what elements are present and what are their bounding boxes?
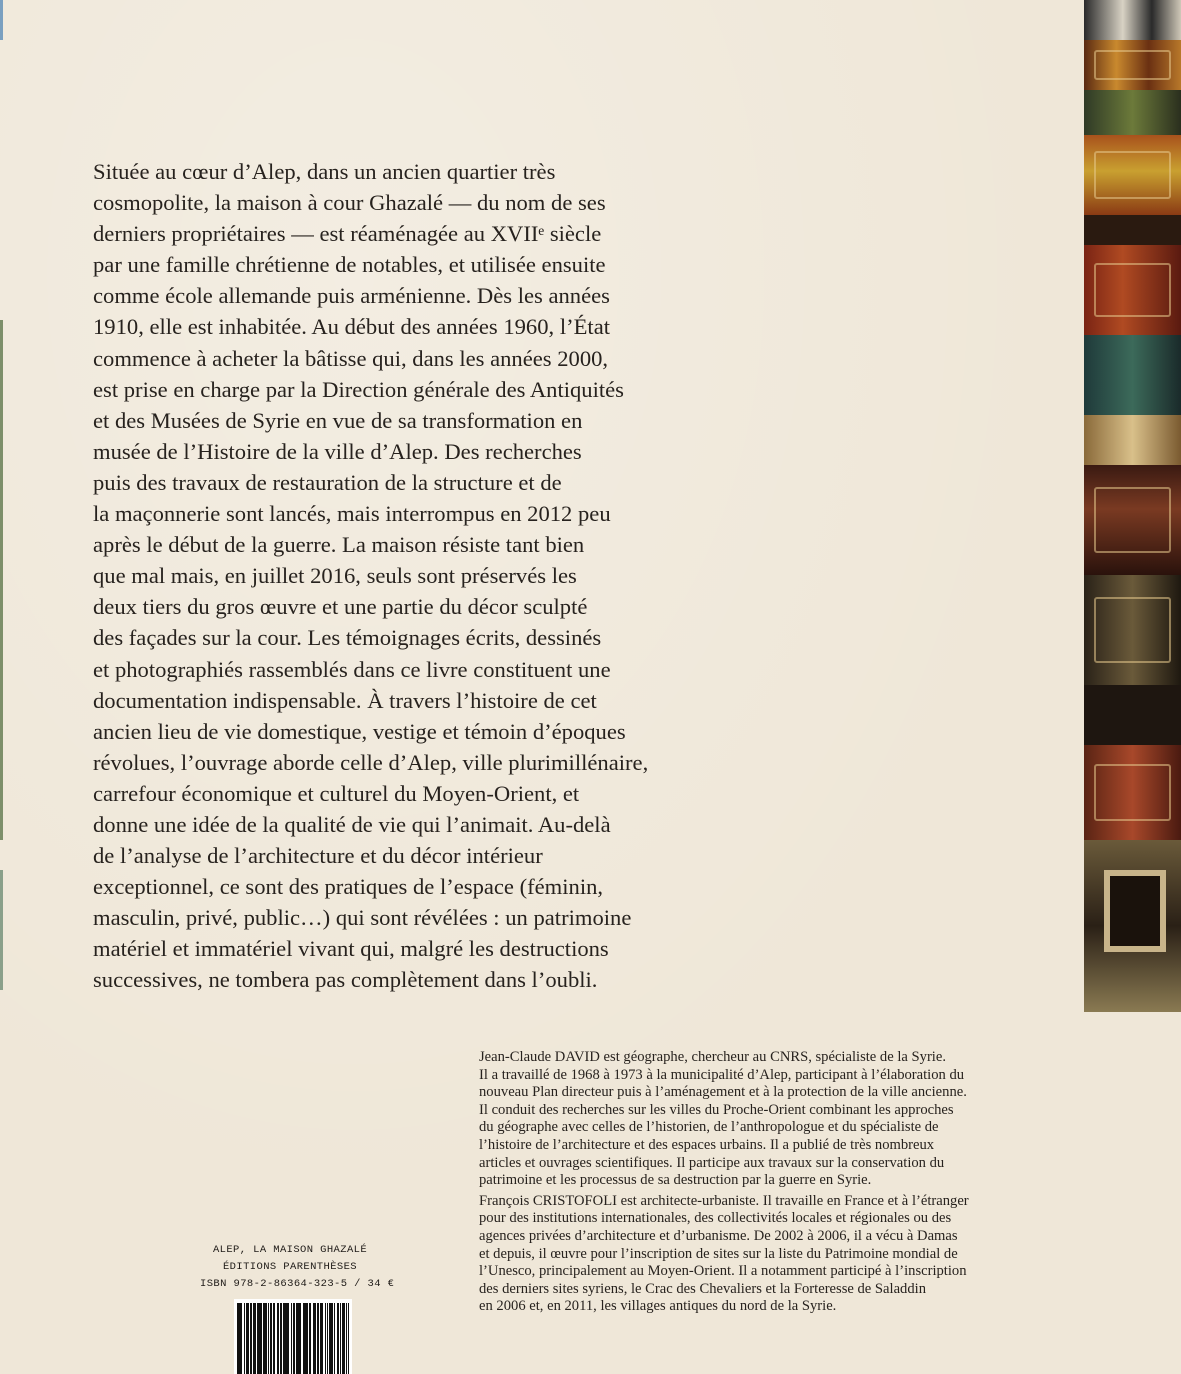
panel-band bbox=[1084, 135, 1181, 215]
description-line: la maçonnerie sont lancés, mais interrompus en 2012 peu bbox=[93, 501, 611, 527]
panel-band bbox=[1084, 575, 1181, 685]
panel-band bbox=[1084, 840, 1181, 1012]
description-line: commence à acheter la bâtisse qui, dans les années 2000, bbox=[93, 345, 609, 371]
description-line: Située au cœur d’Alep, dans un ancien quartier très bbox=[93, 159, 556, 184]
description-line: matériel et immatériel vivant qui, malgré les destructions bbox=[93, 936, 609, 962]
description-line: de l’analyse de l’architecture et du décor intérieur bbox=[93, 843, 543, 869]
bio-line: Il a travaillé de 1968 à 1973 à la municipalité d’Alep, participant à l’élaboration du bbox=[479, 1066, 965, 1083]
bio-line: du géographe avec celles de l’historien, de l’anthropologue et du spécialiste de bbox=[479, 1119, 939, 1136]
description-line: musée de l’Histoire de la ville d’Alep. Des recherches bbox=[93, 438, 582, 464]
description-line: deux tiers du gros œuvre et une partie du décor sculpté bbox=[93, 594, 588, 620]
left-edge-strip bbox=[0, 0, 3, 40]
barcode-bar bbox=[322, 1303, 323, 1374]
barcode-bar bbox=[334, 1303, 335, 1374]
description-line: ancien lieu de vie domestique, vestige et témoin d’époques bbox=[93, 718, 626, 744]
barcode-bar bbox=[248, 1303, 249, 1374]
author-biographies bbox=[479, 1049, 1079, 1316]
barcode-bar bbox=[340, 1303, 341, 1374]
bio-line: agences privées d’architecture et d’urbanisme. De 2002 à 2006, il a vécu à Damas bbox=[479, 1227, 958, 1244]
description-line: carrefour économique et culturel du Moyen-Orient, et bbox=[93, 780, 580, 806]
panel-band bbox=[1084, 415, 1181, 465]
publisher-name: ÉDITIONS PARENTHÈSES bbox=[222, 1261, 358, 1273]
bio-line: pour des institutions internationales, des collectivités locales et régionales ou des bbox=[479, 1210, 952, 1227]
left-edge-strip bbox=[0, 320, 3, 840]
barcode-bar bbox=[266, 1303, 267, 1374]
description-line: 1910, elle est inhabitée. Au début des années 1960, l’État bbox=[93, 314, 611, 340]
description-line: des façades sur la cour. Les témoignages écrits, dessinés bbox=[93, 625, 602, 651]
barcode-bar bbox=[307, 1303, 308, 1374]
panel-band bbox=[1084, 335, 1181, 415]
description-line: exceptionnel, ce sont des pratiques de l’espace (féminin, bbox=[93, 874, 604, 900]
barcode-bar bbox=[327, 1303, 328, 1374]
panel-band bbox=[1084, 685, 1181, 745]
barcode-bar bbox=[260, 1303, 262, 1374]
panel-band bbox=[1084, 215, 1181, 245]
description-line: révolues, l’ouvrage aborde celle d’Alep, ville plurimillénaire, bbox=[93, 749, 649, 775]
panel-band bbox=[1084, 90, 1181, 135]
barcode-bar bbox=[338, 1303, 339, 1374]
colophon bbox=[200, 1242, 395, 1293]
panel-band bbox=[1084, 0, 1181, 40]
description-line: derniers propriétaires — est réaménagée au XVIIᵉ siècle bbox=[93, 221, 602, 247]
description-line: que mal mais, en juillet 2016, seuls sont préservés les bbox=[93, 563, 577, 589]
panel-band bbox=[1084, 245, 1181, 335]
description-line: documentation indispensable. À travers l’histoire de cet bbox=[93, 687, 597, 713]
barcode-bars bbox=[237, 1303, 349, 1374]
bio-line: Jean-Claude DAVID est géographe, chercheur au CNRS, spécialiste de la Syrie. bbox=[479, 1049, 946, 1065]
barcode-bar bbox=[274, 1303, 275, 1374]
description-line: successives, ne tombera pas complètement dans l’oubli. bbox=[93, 967, 598, 993]
bio-francois-cristofoli bbox=[479, 1193, 1079, 1316]
barcode-bar bbox=[270, 1303, 272, 1374]
bio-line: des derniers sites syriens, le Crac des Chevaliers et la Forteresse de Saladdin bbox=[479, 1280, 927, 1297]
description-line: comme école allemande puis arménienne. Dès les années bbox=[93, 283, 610, 309]
barcode-bar bbox=[278, 1303, 279, 1374]
isbn-price: ISBN 978-2-86364-323-5 / 34 € bbox=[200, 1278, 395, 1290]
barcode-bar bbox=[331, 1303, 332, 1374]
description-line: est prise en charge par la Direction générale des Antiquités bbox=[93, 376, 624, 402]
panel-band bbox=[1084, 465, 1181, 575]
barcode-bar bbox=[309, 1303, 311, 1374]
description-line: et photographiés rassemblés dans ce livre constituent une bbox=[93, 656, 611, 682]
description-line: par une famille chrétienne de notables, et utilisée ensuite bbox=[93, 252, 606, 278]
bio-line: et depuis, il œuvre pour l’inscription de sites sur la liste du Patrimoine mondial de bbox=[479, 1245, 958, 1262]
description-line: et des Musées de Syrie en vue de sa transformation en bbox=[93, 407, 583, 433]
description-line: donne une idée de la qualité de vie qui l’animait. Au-delà bbox=[93, 811, 611, 837]
barcode-bar bbox=[344, 1303, 345, 1374]
barcode-bar bbox=[348, 1303, 349, 1374]
book-title: ALEP, LA MAISON GHAZALÉ bbox=[212, 1244, 368, 1256]
barcode-bar bbox=[268, 1303, 269, 1374]
barcode-bar bbox=[288, 1303, 289, 1374]
isbn-barcode bbox=[234, 1299, 352, 1374]
decorative-painted-panel-image bbox=[1084, 0, 1181, 1012]
barcode-bar bbox=[250, 1303, 252, 1374]
bio-line: Il conduit des recherches sur les villes du Proche-Orient combinant les approches bbox=[479, 1101, 954, 1118]
barcode-bar bbox=[255, 1303, 256, 1374]
barcode-bar bbox=[240, 1303, 242, 1374]
bio-line: l’Unesco, principalement au Moyen-Orient. Il a notamment participé à l’inscription bbox=[479, 1263, 967, 1280]
left-edge-strip bbox=[0, 870, 3, 990]
panel-band bbox=[1084, 745, 1181, 840]
bio-line: patrimoine et les processus de sa destruction par la guerre en Syrie. bbox=[479, 1172, 872, 1189]
barcode-bar bbox=[318, 1303, 319, 1374]
bio-line: articles et ouvrages scientifiques. Il participe aux travaux sur la conservation du bbox=[479, 1154, 945, 1171]
barcode-bar bbox=[294, 1303, 295, 1374]
barcode-bar bbox=[315, 1303, 316, 1374]
back-cover-description bbox=[93, 156, 733, 996]
bio-line: nouveau Plan directeur puis à l’aménagement et à la protection de la ville ancienne. bbox=[479, 1084, 967, 1101]
barcode-bar bbox=[291, 1303, 292, 1374]
barcode-bar bbox=[280, 1303, 282, 1374]
bio-line: François CRISTOFOLI est architecte-urbaniste. Il travaille en France et à l’étranger bbox=[479, 1192, 969, 1209]
bio-jean-claude-david bbox=[479, 1049, 1079, 1190]
bio-line: l’histoire de l’architecture et des espaces urbains. Il a publié de très nombreux bbox=[479, 1136, 935, 1153]
description-line: masculin, privé, public…) qui sont révélées : un patrimoine bbox=[93, 905, 632, 931]
description-line: après le début de la guerre. La maison résiste tant bien bbox=[93, 532, 585, 558]
bio-line: en 2006 et, en 2011, les villages antiques du nord de la Syrie. bbox=[479, 1298, 837, 1315]
description-line: puis des travaux de restauration de la structure et de bbox=[93, 469, 562, 495]
barcode-bar bbox=[325, 1303, 326, 1374]
panel-band bbox=[1084, 40, 1181, 90]
description-line: cosmopolite, la maison à cour Ghazalé — du nom de ses bbox=[93, 190, 606, 216]
barcode-bar bbox=[300, 1303, 302, 1374]
